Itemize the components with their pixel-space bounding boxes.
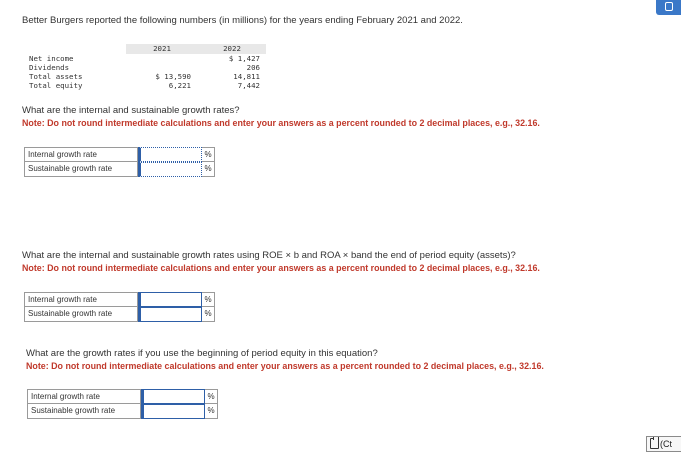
- answer-row-sustainable: [24, 307, 215, 322]
- year-2022-header: 2022: [198, 44, 266, 54]
- value-2021: [126, 63, 198, 72]
- clipboard-icon: [650, 438, 659, 449]
- internal-growth-rate-input-2[interactable]: [138, 292, 202, 307]
- copy-icon: [665, 2, 673, 11]
- value-2022: 14,811: [233, 72, 260, 81]
- financial-row-total-equity: [29, 81, 266, 90]
- value-2021: $ 13,590: [155, 72, 191, 81]
- row-label: Dividends: [29, 63, 70, 72]
- answer-label: Sustainable growth rate: [24, 162, 138, 177]
- question-3-note: Note: Do not round intermediate calculations and enter your answers as a percent rounded to 2 decimal places, e.g., 32.16.: [26, 361, 544, 371]
- value-2022: 206: [246, 63, 260, 72]
- internal-growth-rate-input-1[interactable]: [138, 147, 202, 162]
- financial-data-table: [29, 44, 266, 90]
- problem-intro: Better Burgers reported the following numbers (in millions) for the years ending February 2021 and 2022.: [22, 15, 463, 26]
- question-1-text: What are the internal and sustainable growth rates?: [22, 105, 240, 116]
- internal-growth-rate-input-3[interactable]: [141, 389, 205, 404]
- paste-options-widget[interactable]: [646, 436, 681, 452]
- paste-options-label: (Ct: [660, 439, 672, 449]
- percent-unit: %: [202, 292, 215, 307]
- answer-label: Internal growth rate: [27, 389, 141, 404]
- row-label: Total equity: [29, 81, 83, 90]
- answer-label: Sustainable growth rate: [27, 404, 141, 419]
- value-2021: 6,221: [168, 81, 191, 90]
- top-corner-widget[interactable]: [656, 0, 681, 15]
- percent-unit: %: [202, 307, 215, 322]
- row-label: Net income: [29, 54, 74, 63]
- percent-unit: %: [202, 147, 215, 162]
- financial-row-net-income: [29, 54, 266, 63]
- row-label: Total assets: [29, 72, 83, 81]
- sustainable-growth-rate-input-3[interactable]: [141, 404, 205, 419]
- value-2022: 7,442: [237, 81, 260, 90]
- answer-label: Internal growth rate: [24, 292, 138, 307]
- question-3-answer-table: [27, 389, 218, 419]
- percent-unit: %: [205, 389, 218, 404]
- value-2022: $ 1,427: [228, 54, 260, 63]
- answer-label: Sustainable growth rate: [24, 307, 138, 322]
- percent-unit: %: [205, 404, 218, 419]
- sustainable-growth-rate-input-1[interactable]: [138, 162, 202, 177]
- financial-table-header: [29, 44, 266, 54]
- answer-label: Internal growth rate: [24, 147, 138, 162]
- value-2021: [126, 54, 198, 63]
- answer-row-sustainable: [24, 162, 215, 177]
- question-3-text: What are the growth rates if you use the beginning of period equity in this equation?: [26, 348, 378, 359]
- sustainable-growth-rate-input-2[interactable]: [138, 307, 202, 322]
- answer-row-internal: [24, 147, 215, 162]
- year-2021-header: 2021: [126, 44, 198, 54]
- percent-unit: %: [202, 162, 215, 177]
- question-2-note: Note: Do not round intermediate calculations and enter your answers as a percent rounded to 2 decimal places, e.g., 32.16.: [22, 263, 540, 273]
- question-1-note: Note: Do not round intermediate calculations and enter your answers as a percent rounded to 2 decimal places, e.g., 32.16.: [22, 118, 540, 128]
- question-2-text: What are the internal and sustainable growth rates using ROE × b and ROA × band the end of period equity (assets)?: [22, 250, 516, 261]
- question-2-answer-table: [24, 292, 215, 322]
- answer-row-internal: [24, 292, 215, 307]
- question-1-answer-table: [24, 147, 215, 177]
- answer-row-sustainable: [27, 404, 218, 419]
- answer-row-internal: [27, 389, 218, 404]
- financial-row-total-assets: [29, 72, 266, 81]
- financial-row-dividends: [29, 63, 266, 72]
